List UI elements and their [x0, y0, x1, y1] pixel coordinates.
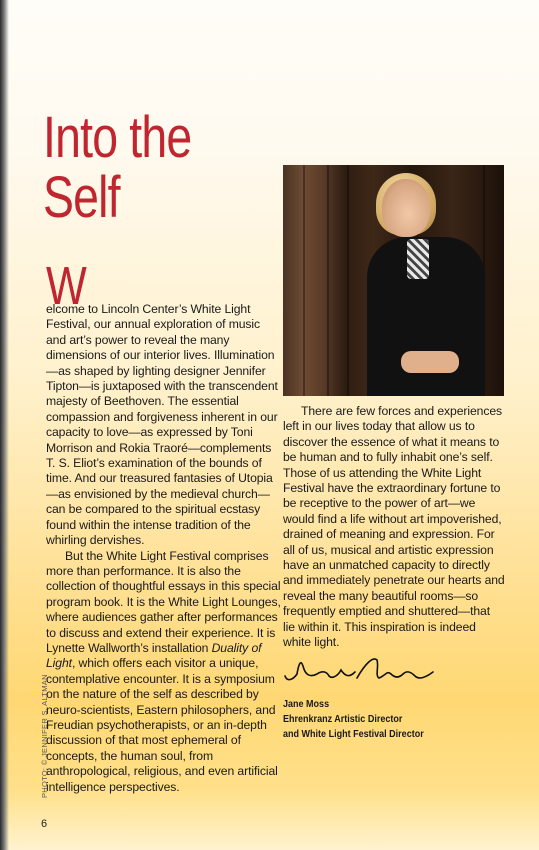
- closing-paragraph: There are few forces and experiences left in our lives today that allow us to discover the essence of what it means to be human and to fully inhabit one’s self. Those of us attending the White Light Festival have the extraordinary fortune to be receptive to the power of art—we would find a life without art impoverished, drained of meaning and expression. For all of us, musical and artistic expression have an unmatched capacity to directly and immediately penetrate our hearts and reveal the many beautiful rooms—so frequently emptied and shuttered—that lie within it. This inspiration is indeed white light.: [283, 404, 505, 650]
- wood-plank-line: [327, 165, 329, 396]
- portrait-hands: [401, 351, 459, 373]
- second-paragraph: [46, 549, 282, 796]
- page-title: [43, 105, 192, 230]
- left-column: [46, 302, 282, 795]
- portrait-photo: [283, 165, 504, 396]
- title-line-1: Into the: [43, 105, 192, 170]
- page-number: 6: [41, 818, 48, 830]
- portrait-scarf: [407, 239, 429, 279]
- signatory-title-2: and White Light Festival Director: [283, 729, 424, 740]
- right-column: [283, 404, 505, 651]
- signature-block: [283, 697, 436, 742]
- handwritten-signature: [283, 652, 443, 690]
- portrait-face: [382, 179, 430, 237]
- wood-plank-line: [303, 165, 305, 396]
- signatory-title-1: Ehrenkranz Artistic Director: [283, 714, 403, 725]
- wood-plank-line: [347, 165, 349, 396]
- intro-paragraph: elcome to Lincoln Center’s White Light Festival, our annual exploration of music and art’s power to reveal the many dimensions of our interior lives. Illumination—as shaped by lighting designer Jennifer Tipton—is juxtaposed with the transcendent majesty of Beethoven. The essential compassion and forgiveness inherent in our capacity to love—as expressed by Toni Morrison and Rokia Traoré—complements T. S. Eliot’s examination of the bounds of time. And our treasured fantasies of Utopia—as envisioned by the medieval church—can be compared to the spiritual ecstasy found within the intense tradition of the whirling dervishes.: [46, 302, 278, 548]
- second-paragraph-text-b: , which offers each visitor a unique, contemplative encounter. It is a symposium on the nature of the self as described by neuro-scientists, Eastern philosophers, and Freudian psychotherapists, or an in-depth discussion of that most ephemeral of concepts, the human soul, from anthropological, religious, and even artificial intelligence perspectives.: [46, 656, 278, 794]
- signatory-name: Jane Moss: [283, 699, 330, 710]
- title-line-2: Self: [43, 165, 120, 230]
- drop-cap: W: [46, 256, 87, 316]
- installation-title: Duality of Light: [46, 640, 262, 671]
- photo-credit: PHOTO: © JENNIFER S. ALTMAN: [40, 674, 49, 798]
- second-paragraph-text-a: But the White Light Festival comprises more than performance. It is also the collection of thoughtful essays in this special program book. It is the White Light Lounges, where audiences gather after performances to discuss and extend their experience. It is Lynette Wallworth’s installation: [46, 548, 281, 655]
